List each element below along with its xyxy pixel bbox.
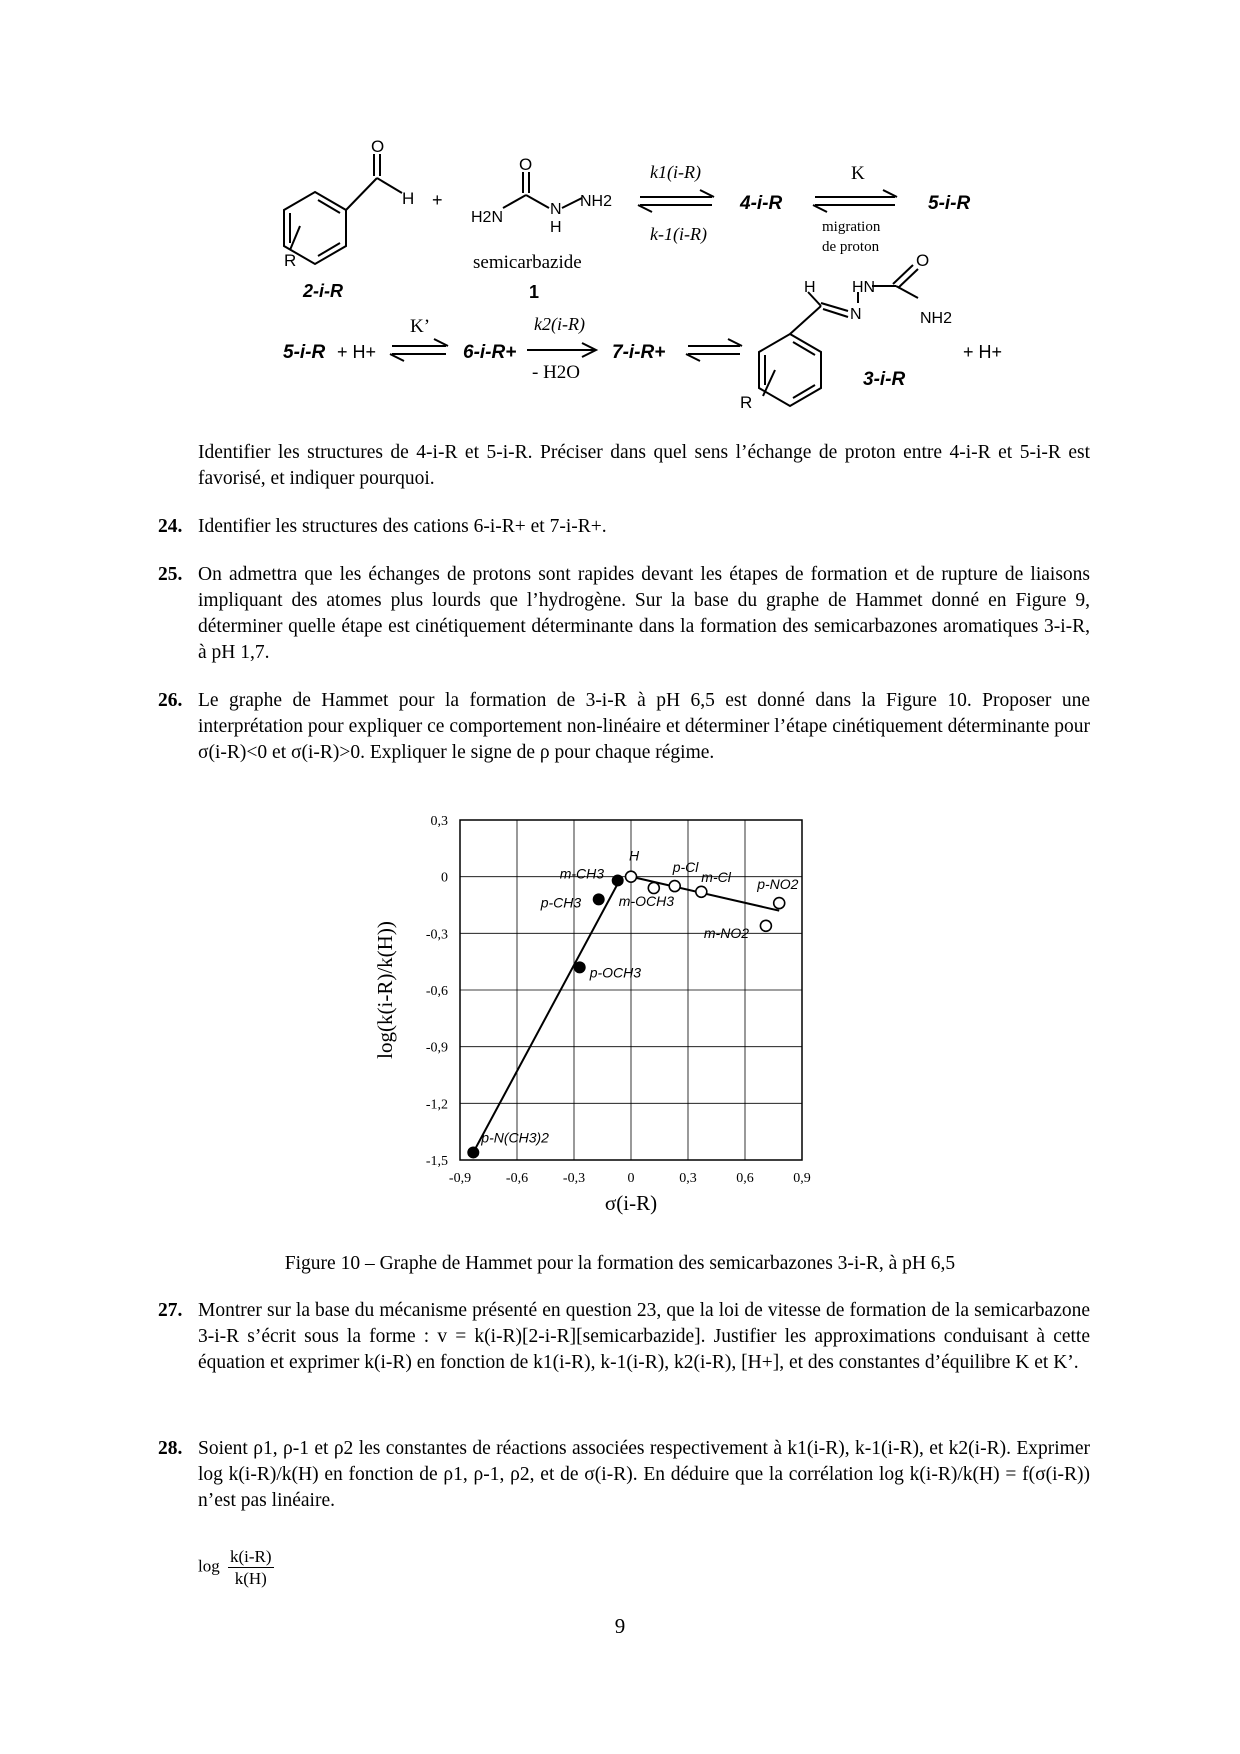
semi-NH-H: H [550, 219, 562, 236]
y-tick-label: -0,6 [425, 984, 448, 999]
question-number: 28. [158, 1438, 183, 1459]
y-tick-label: 0 [441, 870, 448, 886]
x-tick-label: -0,6 [505, 1171, 529, 1186]
Kprime-label: K’ [410, 316, 431, 337]
question-number: 24. [158, 516, 183, 537]
question-text: Soient ρ1, ρ-1 et ρ2 les constantes de réactions associées respectivement à k1(i-R), k-1(i-R), et k2(i-R). Exprimer log k(i-R)/k(H) en fonction de ρ1, ρ-1, ρ2, et de σ(i-R). En déduire que la corrélation log k(i-R)/k(H) = f(σ(i-R)) n’est pas linéaire. [198, 1438, 1090, 1511]
point-label: p-OCH3 [589, 964, 642, 981]
intro-text: Identifier les structures de 4-i-R et 5-i-R. Préciser dans quel sens l’échange de proton entre 4-i-R et 5-i-R est favorisé, et indiquer pourquoi. [198, 442, 1090, 489]
row2-6: 6-i-R+ [463, 342, 517, 363]
point-label: H [629, 847, 640, 864]
equilibrium-arrow-3 [390, 339, 448, 361]
semi-NH-N: N [550, 201, 562, 218]
plus-sign: + [432, 190, 443, 210]
point-label: m-Cl [701, 868, 731, 885]
x-tick-label: 0,9 [793, 1171, 811, 1186]
question-text: On admettra que les échanges de protons sont rapides devant les étapes de formation et de rupture de liaisons impliquant des atomes plus lourds que l’hydrogène. Sur la base du graphe de Hammet donné en Figure 9, déterminer quelle étape est cinétiquement déterminante dans la formation des semicarbazones aromatiques 3-i-R, à pH 1,7. [198, 564, 1090, 663]
hydrazone-R: R [740, 393, 753, 412]
x-axis-label: σ(i-R) [604, 1191, 658, 1215]
y-tick-label: -0,3 [425, 927, 448, 943]
point-label: m-OCH3 [618, 893, 675, 909]
semicarbazide-structure [503, 172, 582, 208]
benzaldehyde-structure [284, 154, 402, 264]
log-word: log [198, 1556, 220, 1576]
semi-O: O [519, 155, 533, 174]
y-tick-label: 0,3 [430, 814, 448, 829]
question-text: Le graphe de Hammet pour la formation de 3-i-R à pH 6,5 est donné dans la Figure 10. Proposer une interprétation pour expliquer ce comportement non-linéaire et déterminer l’étape cinétiquement déterminante pour σ(i-R)<0 et σ(i-R)>0. Expliquer le signe de ρ pour chaque régime. [198, 690, 1090, 763]
semi-NH2: NH2 [580, 193, 613, 210]
final-Hplus: + H+ [963, 342, 1003, 362]
intro-paragraph [198, 440, 1090, 492]
data-point [626, 871, 637, 882]
point-label: p-CH3 [540, 894, 582, 911]
data-point [467, 1146, 479, 1158]
semi-H2N: H2N [471, 209, 504, 226]
point-label: p-NO2 [757, 876, 799, 893]
equilibrium-arrow-2 [813, 190, 897, 212]
k1-label: k1(i-R) [650, 162, 701, 182]
y-tick-label: -0,9 [425, 1040, 448, 1056]
hydrazone-H: H [804, 279, 816, 296]
log-ratio-formula [198, 1546, 278, 1589]
hydrazone-N: N [850, 306, 862, 323]
fit-line [473, 877, 621, 1153]
point-label: m-CH3 [559, 865, 605, 882]
question-25 [160, 562, 1090, 666]
question-text: Montrer sur la base du mécanisme présenté en question 23, que la loi de vitesse de formation de la semicarbazone 3-i-R s’écrit sous la forme : v = k(i-R)[2-i-R][semicarbazide]. Justifier les approximations conduisant à cette équation et exprimer k(i-R) en fonction de k1(i-R), k-1(i-R), k2(i-R), [H+], et des constantes d’équilibre K et K’. [198, 1300, 1090, 1373]
hydrazone-O: O [916, 251, 930, 270]
aldehyde-O: O [371, 137, 385, 156]
km1-label: k-1(i-R) [650, 224, 707, 244]
x-tick-label: 0,6 [736, 1171, 754, 1186]
x-tick-label: 0 [627, 1171, 635, 1186]
x-tick-label: -0,3 [562, 1171, 586, 1186]
row2-5: 5-i-R [283, 342, 326, 363]
fraction-denominator: k(H) [234, 1569, 267, 1588]
product-3: 3-i-R [863, 369, 906, 390]
equilibrium-arrow-4 [686, 339, 742, 361]
point-label: p-N(CH3)2 [481, 1129, 549, 1146]
data-point [612, 874, 624, 886]
y-axis-label: log(k(i-R)/k(H)) [373, 921, 397, 1059]
K-label: K [851, 163, 865, 184]
aldehyde-R: R [284, 251, 297, 270]
data-point [760, 920, 771, 931]
k2-label: k2(i-R) [534, 314, 585, 334]
data-point [648, 883, 659, 894]
x-tick-label: 0,3 [679, 1171, 697, 1186]
question-24 [160, 514, 1090, 540]
hydrazone-HN: HN [852, 279, 876, 296]
x-tick-label: -0,9 [448, 1171, 472, 1186]
question-27 [160, 1298, 1090, 1376]
page-number: 9 [614, 1614, 626, 1638]
question-number: 25. [158, 564, 183, 585]
semicarbazide-name: semicarbazide [473, 252, 582, 273]
data-point [669, 881, 680, 892]
question-text: Identifier les structures des cations 6-i-R+ et 7-i-R+. [198, 516, 607, 537]
figure-caption: Figure 10 – Graphe de Hammet pour la formation des semicarbazones 3-i-R, à pH 6,5 [284, 1253, 956, 1274]
fraction-numerator: k(i-R) [229, 1547, 272, 1566]
semicarbazide-label: 1 [529, 282, 540, 302]
product-5: 5-i-R [928, 193, 971, 214]
equilibrium-arrow-1 [638, 190, 714, 212]
data-point [574, 961, 586, 973]
hammett-chart [370, 800, 850, 1245]
minus-water: - H2O [532, 362, 581, 383]
data-point [774, 898, 785, 909]
point-label: m-NO2 [703, 924, 750, 941]
reaction-scheme [0, 0, 1240, 420]
question-number: 27. [158, 1300, 183, 1321]
data-point [593, 893, 605, 905]
row2-7: 7-i-R+ [612, 342, 666, 363]
question-26 [160, 688, 1090, 766]
product-4: 4-i-R [740, 193, 783, 214]
y-tick-label: -1,2 [425, 1097, 448, 1113]
y-tick-label: -1,5 [425, 1154, 448, 1169]
forward-arrow [527, 343, 596, 357]
migration-line1: migration [822, 219, 881, 235]
hydrazone-NH2: NH2 [920, 310, 953, 327]
aldehyde-H: H [402, 189, 415, 208]
aldehyde-label: 2-i-R [303, 281, 343, 301]
point-label: p-Cl [672, 859, 699, 876]
migration-line2: de proton [822, 239, 880, 255]
row2-Hplus: + H+ [337, 342, 377, 362]
data-point [696, 886, 707, 897]
question-28 [160, 1436, 1090, 1514]
ratio-fraction [228, 1546, 274, 1589]
question-number: 26. [158, 690, 183, 711]
